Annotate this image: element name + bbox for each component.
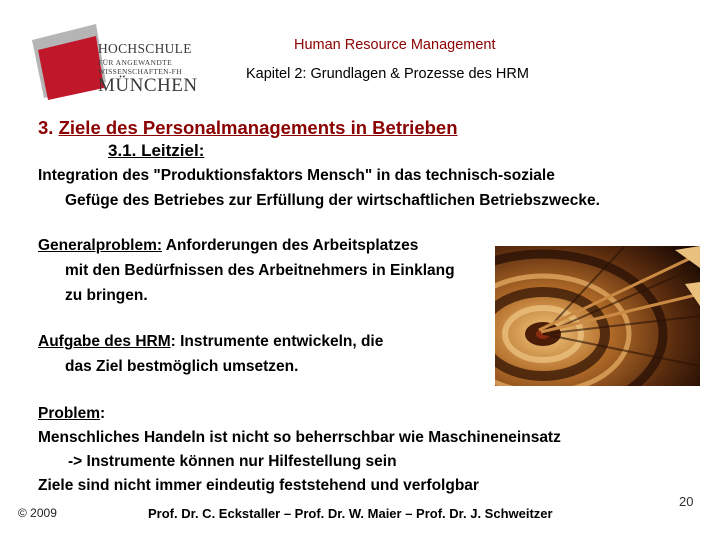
generalproblem-line-2: mit den Bedürfnissen des Arbeitnehmers in Einklang xyxy=(65,262,455,279)
section-title xyxy=(38,117,458,139)
problem-line-1: Menschliches Handeln ist nicht so beherrschbar wie Maschineneinsatz xyxy=(38,429,561,446)
generalproblem-label: Generalproblem: xyxy=(38,237,163,254)
aufgabe-line-1 xyxy=(38,333,383,351)
problem-colon: : xyxy=(100,405,106,422)
generalproblem-text: Anforderungen des Arbeitsplatzes xyxy=(165,237,419,254)
section-title-text: Ziele des Personalmanagements in Betrieben xyxy=(58,117,458,138)
footer-authors: Prof. Dr. C. Eckstaller – Prof. Dr. W. Maier – Prof. Dr. J. Schweitzer xyxy=(148,506,553,521)
header-subtitle: Kapitel 2: Grundlagen & Prozesse des HRM xyxy=(246,66,529,82)
logo-line-4: MÜNCHEN xyxy=(98,75,198,96)
page-number: 20 xyxy=(679,494,694,509)
subheading: 3.1. Leitziel: xyxy=(108,141,205,160)
problem-line-2: -> Instrumente können nur Hilfestellung sein xyxy=(68,453,397,470)
dartboard-image xyxy=(495,246,700,386)
aufgabe-line-2: das Ziel bestmöglich umsetzen. xyxy=(65,358,299,375)
problem-label: Problem xyxy=(38,405,101,422)
leitziel-line-1: Integration des "Produktionsfaktors Mensch" in das technisch-soziale xyxy=(38,167,555,184)
leitziel-line-2: Gefüge des Betriebes zur Erfüllung der wirtschaftlichen Betriebszwecke. xyxy=(65,192,600,209)
generalproblem-line-3: zu bringen. xyxy=(65,287,148,304)
section-number: 3. xyxy=(38,117,54,138)
header-title: Human Resource Management xyxy=(294,37,496,53)
footer-copyright: © 2009 xyxy=(18,506,57,520)
aufgabe-text: : Instrumente entwickeln, die xyxy=(170,333,384,350)
generalproblem-line-1 xyxy=(38,237,418,255)
aufgabe-label: Aufgabe des HRM xyxy=(38,333,171,350)
logo-line-1: HOCHSCHULE xyxy=(98,41,192,56)
logo-line-3: WISSENSCHAFTEN-FH xyxy=(98,67,182,76)
problem-heading xyxy=(38,405,105,423)
logo-line-2: FÜR ANGEWANDTE xyxy=(98,58,173,67)
problem-line-3: Ziele sind nicht immer eindeutig feststehend und verfolgbar xyxy=(38,477,479,494)
